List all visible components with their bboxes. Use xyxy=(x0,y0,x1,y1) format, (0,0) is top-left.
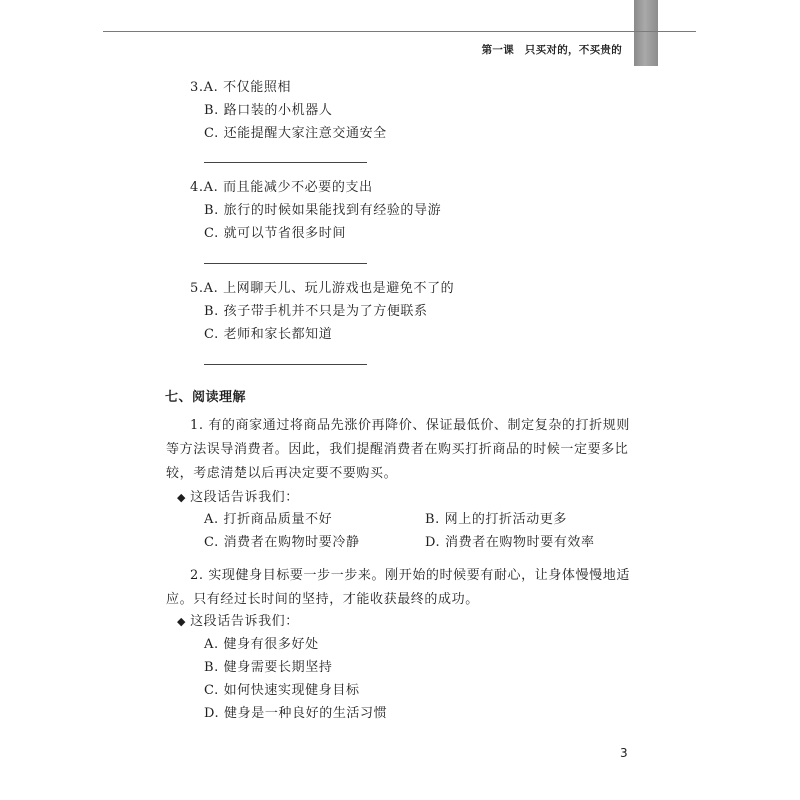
reading-1-line-1: 1. 有的商家通过将商品先涨价再降价、保证最低价、制定复杂的打折规则 xyxy=(190,418,630,433)
match-4-option-a: 4.A. 而且能减少不必要的支出 xyxy=(190,180,373,195)
reading-2-option-d: D. 健身是一种良好的生活习惯 xyxy=(204,706,388,721)
match-5-option-c: C. 老师和家长都知道 xyxy=(204,327,333,342)
reading-1-option-b: B. 网上的打折活动更多 xyxy=(425,512,568,527)
match-3-answer-line xyxy=(204,162,367,163)
match-5-answer-line xyxy=(204,364,367,365)
header-rule xyxy=(103,31,696,32)
reading-1-line-3: 较，考虑清楚以后再决定要不要购买。 xyxy=(166,466,398,481)
reading-1-line-2: 等方法误导消费者。因此，我们提醒消费者在购买打折商品的时候一定要多比 xyxy=(166,442,629,457)
match-3-option-b: B. 路口装的小机器人 xyxy=(204,103,333,118)
reading-2-option-b: B. 健身需要长期坚持 xyxy=(204,660,333,675)
reading-1-option-d: D. 消费者在购物时要有效率 xyxy=(425,535,595,550)
match-3-option-a: 3.A. 不仅能照相 xyxy=(190,80,292,95)
match-4-option-b: B. 旅行的时候如果能找到有经验的导游 xyxy=(204,203,442,218)
running-head: 第一课 只买对的，不买贵的 xyxy=(481,44,622,56)
reading-1-prompt: ◆ 这段话告诉我们： xyxy=(177,490,299,505)
reading-2-prompt: ◆ 这段话告诉我们： xyxy=(177,614,299,629)
reading-2-line-1: 2. 实现健身目标要一步一步来。刚开始的时候要有耐心，让身体慢慢地适 xyxy=(190,568,630,583)
diamond-bullet-icon: ◆ xyxy=(177,491,187,504)
chapter-tab-marker xyxy=(634,0,658,66)
reading-1-option-c: C. 消费者在购物时要冷静 xyxy=(204,535,360,550)
section-title: 七、阅读理解 xyxy=(165,390,247,405)
reading-1-option-a: A. 打折商品质量不好 xyxy=(204,512,333,527)
page-number: 3 xyxy=(620,746,628,760)
match-4-answer-line xyxy=(204,263,367,264)
reading-2-option-a: A. 健身有很多好处 xyxy=(204,637,319,652)
match-5-option-b: B. 孩子带手机并不只是为了方便联系 xyxy=(204,304,428,319)
match-5-option-a: 5.A. 上网聊天儿、玩儿游戏也是避免不了的 xyxy=(190,281,455,296)
diamond-bullet-icon: ◆ xyxy=(177,615,187,628)
match-3-option-c: C. 还能提醒大家注意交通安全 xyxy=(204,126,387,141)
reading-2-option-c: C. 如何快速实现健身目标 xyxy=(204,683,360,698)
reading-2-line-2: 应。只有经过长时间的坚持，才能收获最终的成功。 xyxy=(166,592,479,607)
match-4-option-c: C. 就可以节省很多时间 xyxy=(204,226,346,241)
